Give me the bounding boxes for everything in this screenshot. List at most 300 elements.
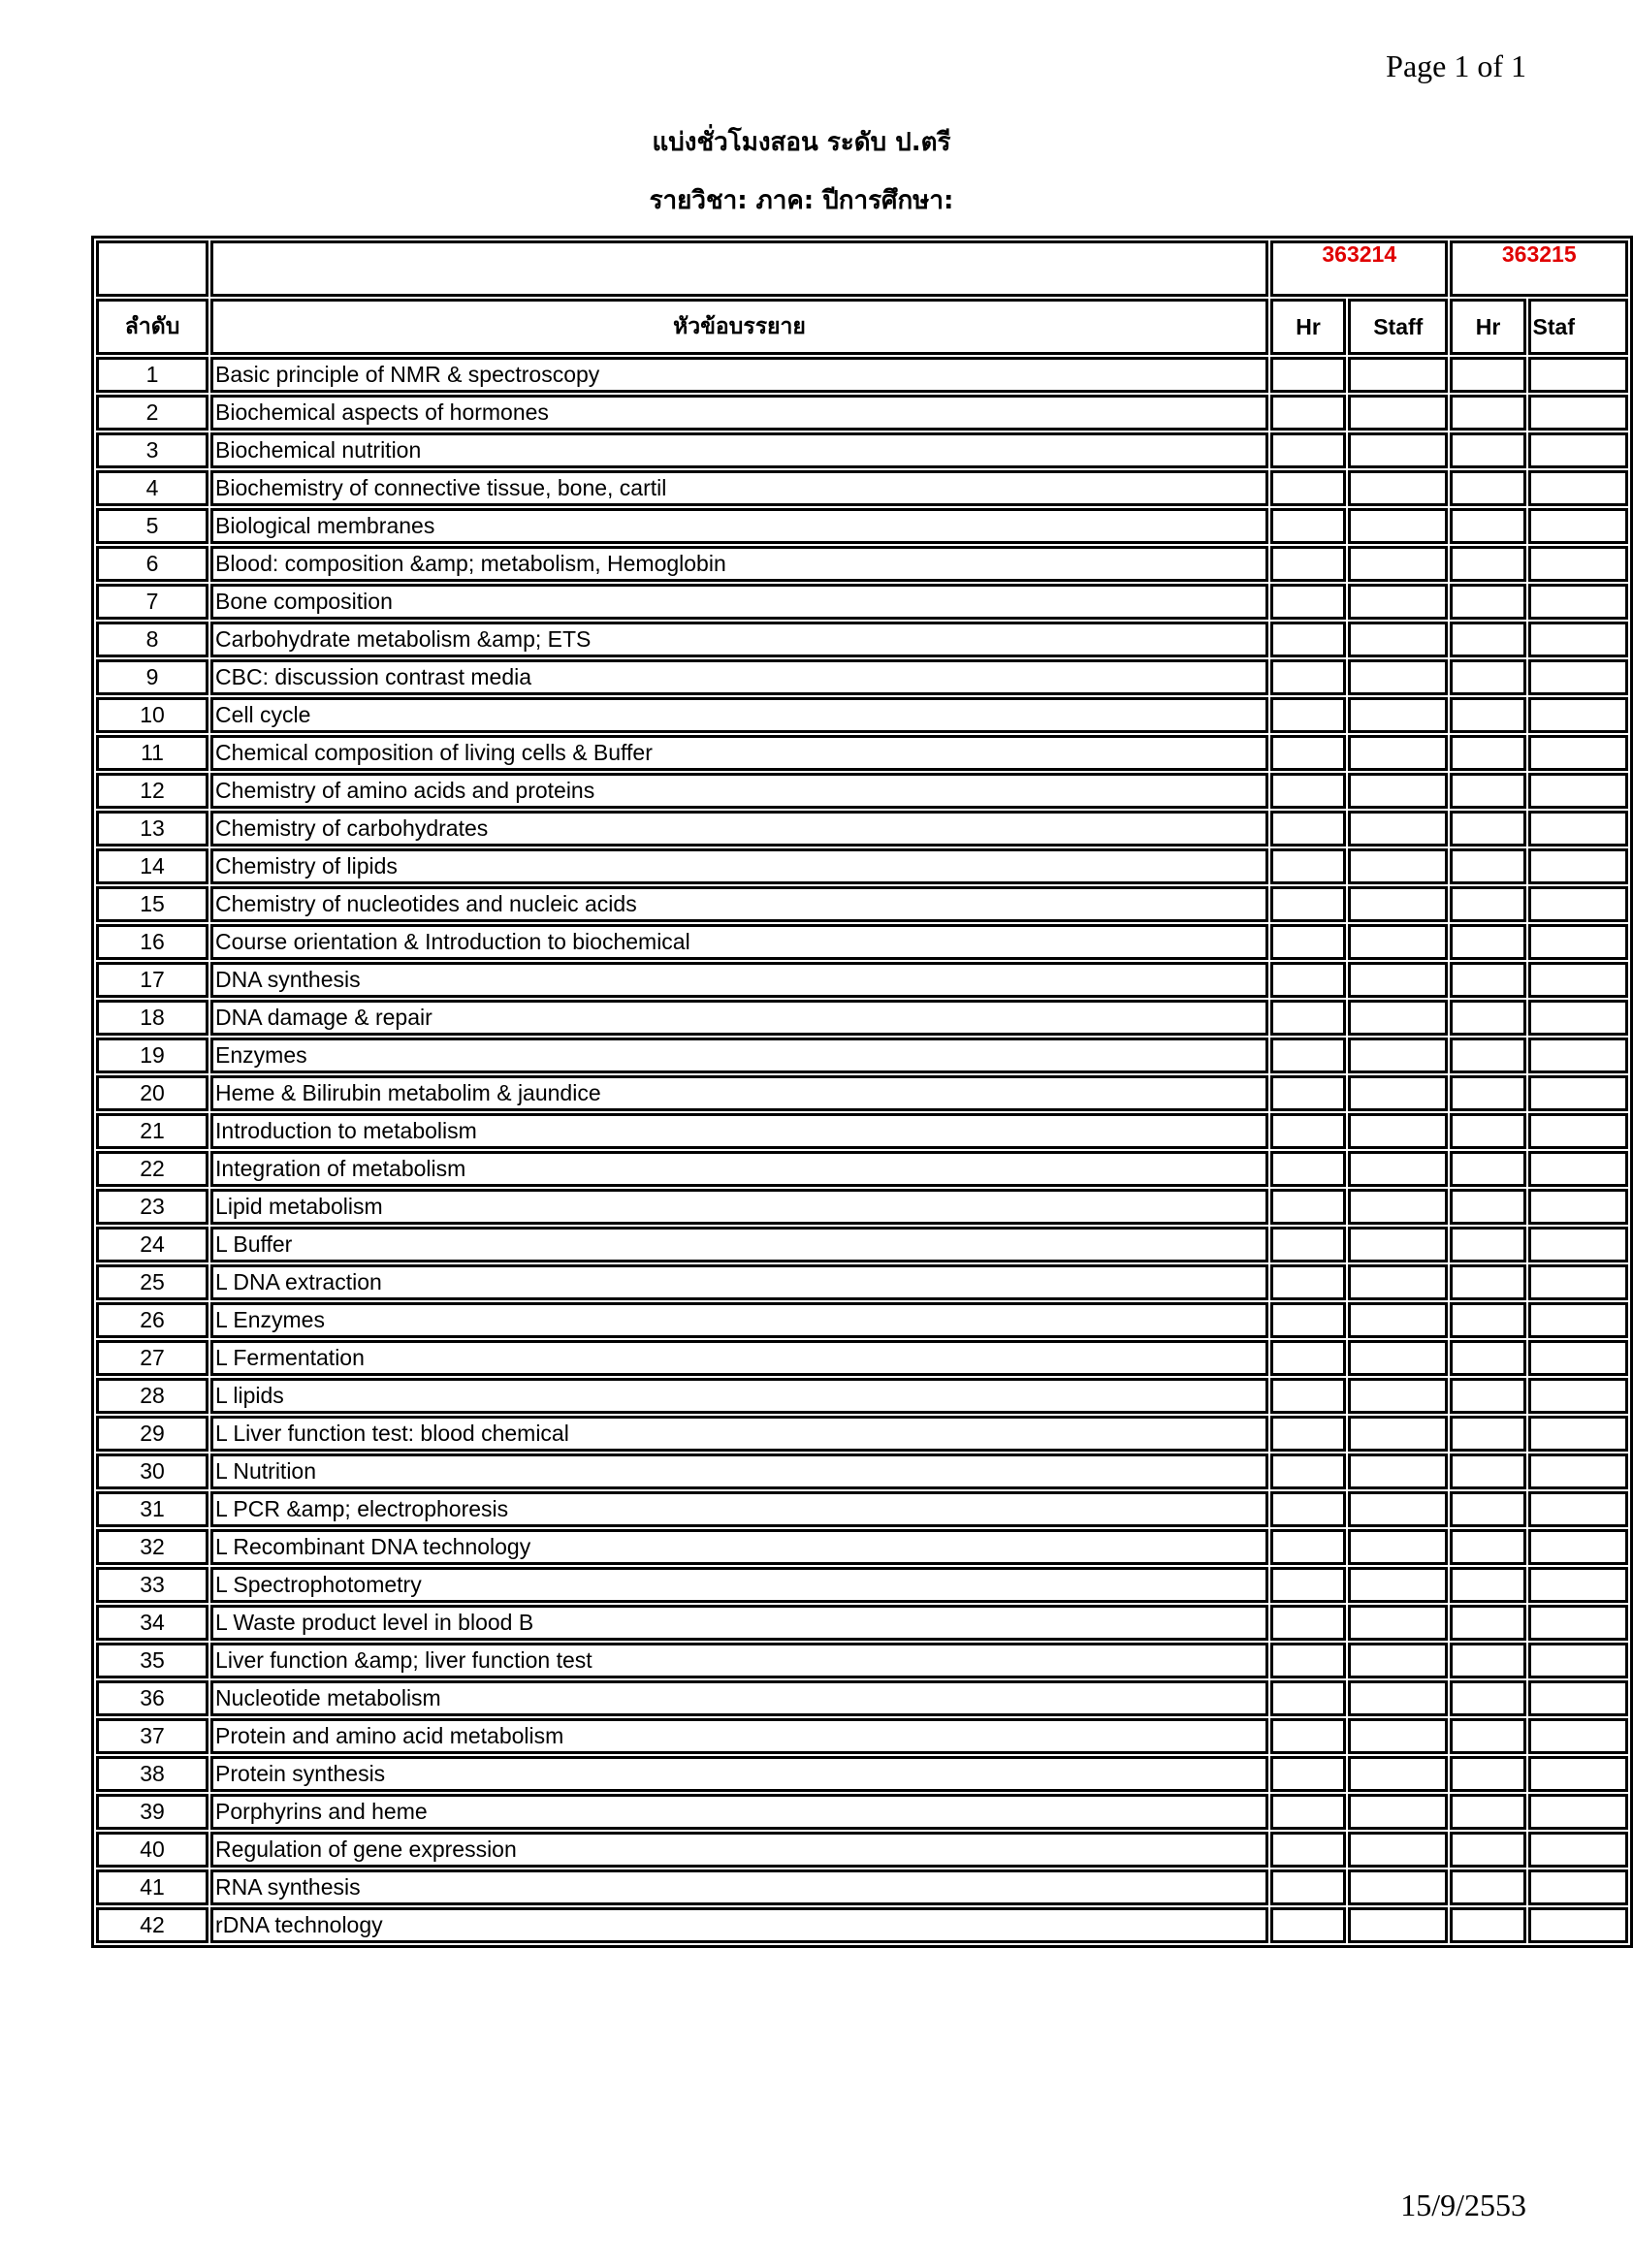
- row-number: 40: [96, 1832, 208, 1868]
- row-number: 35: [96, 1643, 208, 1678]
- staff-cell: [1348, 1038, 1448, 1073]
- hr-cell: [1450, 1038, 1525, 1073]
- staff-cell: [1528, 848, 1628, 884]
- staff-cell: [1348, 886, 1448, 922]
- staff-cell: [1348, 962, 1448, 998]
- hr-cell: [1450, 1302, 1525, 1338]
- hr-cell: [1270, 1416, 1346, 1452]
- hr-cell: [1450, 1718, 1525, 1754]
- hr-cell: [1450, 1189, 1525, 1225]
- staff-cell: [1348, 1302, 1448, 1338]
- staff-cell: [1528, 546, 1628, 582]
- staff-cell: [1348, 697, 1448, 733]
- lecture-topic: Protein synthesis: [210, 1756, 1268, 1792]
- staff-cell: [1528, 508, 1628, 544]
- table-row: [96, 1567, 1628, 1603]
- row-number: 36: [96, 1680, 208, 1716]
- hr-cell: [1450, 1832, 1525, 1868]
- hr-cell: [1450, 395, 1525, 431]
- staff-cell: [1528, 1264, 1628, 1300]
- hr-cell: [1270, 1000, 1346, 1036]
- staff-cell: [1528, 1302, 1628, 1338]
- lecture-topic: Introduction to metabolism: [210, 1113, 1268, 1149]
- row-number: 9: [96, 659, 208, 695]
- lecture-topic: Enzymes: [210, 1038, 1268, 1073]
- row-number: 12: [96, 773, 208, 809]
- table-row: [96, 1832, 1628, 1868]
- row-number: 39: [96, 1794, 208, 1830]
- table-row: [96, 1605, 1628, 1641]
- hr-cell: [1270, 470, 1346, 506]
- lecture-topic: L lipids: [210, 1378, 1268, 1414]
- hr-cell: [1270, 1264, 1346, 1300]
- table-row: [96, 584, 1628, 620]
- hr-cell: [1450, 962, 1525, 998]
- hr-cell: [1450, 470, 1525, 506]
- staff-cell: [1528, 1907, 1628, 1943]
- staff-cell: [1528, 1605, 1628, 1641]
- staff-cell: [1528, 1189, 1628, 1225]
- hr-cell: [1270, 1453, 1346, 1489]
- hr-cell: [1450, 1491, 1525, 1527]
- lecture-topic: Protein and amino acid metabolism: [210, 1718, 1268, 1754]
- table-row: [96, 697, 1628, 733]
- staff-cell: [1528, 1340, 1628, 1376]
- staff-cell: [1528, 395, 1628, 431]
- hr-cell: [1450, 357, 1525, 393]
- staff-cell: [1348, 1227, 1448, 1262]
- row-number: 21: [96, 1113, 208, 1149]
- staff-cell: [1528, 1643, 1628, 1678]
- lecture-topic: L Waste product level in blood B: [210, 1605, 1268, 1641]
- hr-cell: [1450, 1643, 1525, 1678]
- lecture-topic: RNA synthesis: [210, 1869, 1268, 1905]
- lecture-topic: Biological membranes: [210, 508, 1268, 544]
- table-row: [96, 1075, 1628, 1111]
- lecture-topic: Bone composition: [210, 584, 1268, 620]
- table-row: [96, 1151, 1628, 1187]
- hr-cell: [1450, 1416, 1525, 1452]
- table-row: [96, 1869, 1628, 1905]
- row-number: 8: [96, 622, 208, 657]
- lecture-topic: CBC: discussion contrast media: [210, 659, 1268, 695]
- table-row: [96, 1189, 1628, 1225]
- hr-cell: [1450, 432, 1525, 468]
- hr-cell: [1450, 659, 1525, 695]
- staff-cell: [1348, 470, 1448, 506]
- staff-cell: [1348, 1378, 1448, 1414]
- lecture-topic: L Fermentation: [210, 1340, 1268, 1376]
- table-row: [96, 1794, 1628, 1830]
- table-row: [96, 1718, 1628, 1754]
- hr-cell: [1270, 622, 1346, 657]
- staff-cell: [1528, 1529, 1628, 1565]
- staff-cell: [1348, 1000, 1448, 1036]
- row-number: 29: [96, 1416, 208, 1452]
- staff-cell: [1348, 1340, 1448, 1376]
- table-row: [96, 848, 1628, 884]
- hr-cell: [1270, 1756, 1346, 1792]
- row-number: 24: [96, 1227, 208, 1262]
- hr-cell: [1270, 1680, 1346, 1716]
- hr-cell: [1270, 1227, 1346, 1262]
- staff-cell: [1348, 508, 1448, 544]
- hr-cell: [1450, 1340, 1525, 1376]
- hr-cell: [1270, 735, 1346, 771]
- lecture-topic: Basic principle of NMR & spectroscopy: [210, 357, 1268, 393]
- staff-cell: [1528, 659, 1628, 695]
- staff-cell: [1528, 1869, 1628, 1905]
- staff-cell: [1528, 357, 1628, 393]
- lecture-topic: Biochemical nutrition: [210, 432, 1268, 468]
- hr-cell: [1450, 924, 1525, 960]
- table-row: [96, 1529, 1628, 1565]
- row-number: 15: [96, 886, 208, 922]
- staff-cell: [1348, 1151, 1448, 1187]
- table-row: [96, 1302, 1628, 1338]
- row-number: 27: [96, 1340, 208, 1376]
- hr-cell: [1450, 1453, 1525, 1489]
- row-number: 32: [96, 1529, 208, 1565]
- lecture-topic: Cell cycle: [210, 697, 1268, 733]
- hr-cell: [1450, 1000, 1525, 1036]
- staff-cell: [1348, 432, 1448, 468]
- lecture-topic: Course orientation & Introduction to biochemical: [210, 924, 1268, 960]
- row-number: 3: [96, 432, 208, 468]
- staff-cell: [1348, 773, 1448, 809]
- document-title: แบ่งชั่วโมงสอน ระดับ ป.ตรี: [652, 128, 951, 157]
- staff-cell: [1348, 1491, 1448, 1527]
- staff-cell: [1528, 1832, 1628, 1868]
- staff-cell: [1348, 735, 1448, 771]
- table-row: [96, 1756, 1628, 1792]
- hr-cell: [1270, 1491, 1346, 1527]
- hr-cell: [1450, 1907, 1525, 1943]
- table-row: [96, 773, 1628, 809]
- staff-cell: [1348, 1529, 1448, 1565]
- hr-cell: [1270, 1794, 1346, 1830]
- staff-cell: [1348, 1869, 1448, 1905]
- hr-cell: [1450, 1756, 1525, 1792]
- page-number: Page 1 of 1: [1386, 48, 1526, 83]
- hr-cell: [1450, 773, 1525, 809]
- row-number: 26: [96, 1302, 208, 1338]
- row-number: 1: [96, 357, 208, 393]
- hr-cell: [1270, 1567, 1346, 1603]
- hr-cell: [1270, 357, 1346, 393]
- staff-cell: [1348, 1113, 1448, 1149]
- table-row: [96, 1378, 1628, 1414]
- staff-cell: [1528, 470, 1628, 506]
- table-row: [96, 1491, 1628, 1527]
- hr-cell: [1270, 1302, 1346, 1338]
- hr-cell: [1270, 962, 1346, 998]
- staff-cell: [1528, 432, 1628, 468]
- hr-cell: [1270, 1038, 1346, 1073]
- hr-cell: [1450, 1794, 1525, 1830]
- lecture-topic: DNA damage & repair: [210, 1000, 1268, 1036]
- lecture-topic: L Buffer: [210, 1227, 1268, 1262]
- staff-cell: [1528, 1113, 1628, 1149]
- lecture-topic: Blood: composition &amp; metabolism, Hemoglobin: [210, 546, 1268, 582]
- staff-cell: [1348, 1605, 1448, 1641]
- staff-cell: [1528, 584, 1628, 620]
- row-number: 7: [96, 584, 208, 620]
- hr-cell: [1270, 1113, 1346, 1149]
- hr-cell: [1450, 584, 1525, 620]
- table-row: [96, 432, 1628, 468]
- staff-cell: [1528, 1227, 1628, 1262]
- staff-cell: [1528, 962, 1628, 998]
- staff-cell: [1348, 811, 1448, 847]
- staff-cell: [1348, 584, 1448, 620]
- table-row: [96, 622, 1628, 657]
- table-row: [96, 1453, 1628, 1489]
- lecture-topic: Heme & Bilirubin metabolim & jaundice: [210, 1075, 1268, 1111]
- table-row: [96, 1416, 1628, 1452]
- hr-cell: [1270, 1340, 1346, 1376]
- staff-cell: [1528, 1794, 1628, 1830]
- lecture-topic: Chemistry of nucleotides and nucleic acids: [210, 886, 1268, 922]
- lecture-topic: Porphyrins and heme: [210, 1794, 1268, 1830]
- hr-cell: [1270, 1869, 1346, 1905]
- lecture-topic: Liver function &amp; liver function test: [210, 1643, 1268, 1678]
- staff-column-header: Staf: [1528, 299, 1628, 355]
- table-row: [96, 1907, 1628, 1943]
- lecture-topic: Chemistry of amino acids and proteins: [210, 773, 1268, 809]
- table-row: [96, 735, 1628, 771]
- row-number: 14: [96, 848, 208, 884]
- staff-cell: [1528, 1756, 1628, 1792]
- staff-cell: [1528, 622, 1628, 657]
- staff-cell: [1528, 886, 1628, 922]
- table-row: [96, 1643, 1628, 1678]
- hr-cell: [1270, 584, 1346, 620]
- table-row: [96, 470, 1628, 506]
- teaching-hours-table-wrapper: [91, 236, 1577, 1948]
- hr-cell: [1270, 697, 1346, 733]
- hr-cell: [1270, 659, 1346, 695]
- lecture-topic: rDNA technology: [210, 1907, 1268, 1943]
- lecture-topic: L Liver function test: blood chemical: [210, 1416, 1268, 1452]
- topic-column-header: หัวข้อบรรยาย: [210, 299, 1268, 355]
- lecture-topic: Chemistry of lipids: [210, 848, 1268, 884]
- staff-cell: [1348, 1075, 1448, 1111]
- hr-cell: [1450, 622, 1525, 657]
- hr-column-header: Hr: [1270, 299, 1346, 355]
- lecture-topic: Biochemical aspects of hormones: [210, 395, 1268, 431]
- header-blank-seq: [96, 240, 208, 297]
- hr-cell: [1450, 508, 1525, 544]
- hr-cell: [1450, 1378, 1525, 1414]
- staff-cell: [1528, 1416, 1628, 1452]
- staff-cell: [1348, 1453, 1448, 1489]
- staff-cell: [1348, 1907, 1448, 1943]
- header-row-columns: [96, 299, 1628, 355]
- hr-cell: [1270, 773, 1346, 809]
- footer-date: 15/9/2553: [1400, 2188, 1526, 2222]
- hr-cell: [1270, 546, 1346, 582]
- lecture-topic: Chemistry of carbohydrates: [210, 811, 1268, 847]
- lecture-topic: L Enzymes: [210, 1302, 1268, 1338]
- lecture-topic: L Recombinant DNA technology: [210, 1529, 1268, 1565]
- hr-column-header: Hr: [1450, 299, 1525, 355]
- lecture-topic: L DNA extraction: [210, 1264, 1268, 1300]
- row-number: 30: [96, 1453, 208, 1489]
- hr-cell: [1450, 1567, 1525, 1603]
- row-number: 31: [96, 1491, 208, 1527]
- table-row: [96, 1264, 1628, 1300]
- staff-cell: [1348, 1567, 1448, 1603]
- staff-cell: [1348, 1264, 1448, 1300]
- row-number: 23: [96, 1189, 208, 1225]
- staff-cell: [1528, 1453, 1628, 1489]
- row-number: 42: [96, 1907, 208, 1943]
- staff-cell: [1528, 1075, 1628, 1111]
- header-blank-topic: [210, 240, 1268, 297]
- hr-cell: [1270, 1718, 1346, 1754]
- hr-cell: [1450, 1869, 1525, 1905]
- staff-cell: [1348, 1718, 1448, 1754]
- hr-cell: [1450, 886, 1525, 922]
- row-number: 5: [96, 508, 208, 544]
- row-number: 4: [96, 470, 208, 506]
- lecture-topic: Lipid metabolism: [210, 1189, 1268, 1225]
- staff-cell: [1528, 1151, 1628, 1187]
- staff-cell: [1348, 1189, 1448, 1225]
- staff-cell: [1348, 1832, 1448, 1868]
- table-row: [96, 1680, 1628, 1716]
- table-row: [96, 1227, 1628, 1262]
- hr-cell: [1270, 1075, 1346, 1111]
- staff-cell: [1348, 1794, 1448, 1830]
- hr-cell: [1270, 1832, 1346, 1868]
- staff-cell: [1528, 773, 1628, 809]
- table-row: [96, 924, 1628, 960]
- table-row: [96, 1038, 1628, 1073]
- row-number: 18: [96, 1000, 208, 1036]
- lecture-topic: Carbohydrate metabolism &amp; ETS: [210, 622, 1268, 657]
- hr-cell: [1450, 735, 1525, 771]
- hr-cell: [1450, 1113, 1525, 1149]
- lecture-topic: L Nutrition: [210, 1453, 1268, 1489]
- row-number: 34: [96, 1605, 208, 1641]
- row-number: 22: [96, 1151, 208, 1187]
- hr-cell: [1270, 811, 1346, 847]
- row-number: 41: [96, 1869, 208, 1905]
- row-number: 17: [96, 962, 208, 998]
- table-row: [96, 395, 1628, 431]
- staff-cell: [1528, 1491, 1628, 1527]
- hr-cell: [1270, 924, 1346, 960]
- course-code-header: 363215: [1450, 240, 1628, 297]
- table-row: [96, 508, 1628, 544]
- staff-cell: [1348, 357, 1448, 393]
- hr-cell: [1450, 697, 1525, 733]
- table-row: [96, 546, 1628, 582]
- hr-cell: [1450, 1605, 1525, 1641]
- hr-cell: [1270, 1529, 1346, 1565]
- row-number: 25: [96, 1264, 208, 1300]
- course-code-header: 363214: [1270, 240, 1448, 297]
- row-number: 20: [96, 1075, 208, 1111]
- staff-cell: [1528, 1718, 1628, 1754]
- staff-cell: [1348, 1680, 1448, 1716]
- teaching-hours-table: [91, 236, 1633, 1948]
- hr-cell: [1450, 1151, 1525, 1187]
- hr-cell: [1270, 1189, 1346, 1225]
- staff-cell: [1528, 1038, 1628, 1073]
- row-number: 13: [96, 811, 208, 847]
- hr-cell: [1450, 546, 1525, 582]
- hr-cell: [1270, 1907, 1346, 1943]
- staff-cell: [1348, 1416, 1448, 1452]
- row-number: 10: [96, 697, 208, 733]
- lecture-topic: Integration of metabolism: [210, 1151, 1268, 1187]
- row-number: 38: [96, 1756, 208, 1792]
- staff-cell: [1528, 697, 1628, 733]
- lecture-topic: Biochemistry of connective tissue, bone, cartil: [210, 470, 1268, 506]
- staff-cell: [1528, 1680, 1628, 1716]
- hr-cell: [1450, 848, 1525, 884]
- staff-cell: [1348, 395, 1448, 431]
- hr-cell: [1450, 1264, 1525, 1300]
- table-row: [96, 886, 1628, 922]
- lecture-topic: Regulation of gene expression: [210, 1832, 1268, 1868]
- hr-cell: [1270, 1378, 1346, 1414]
- staff-cell: [1528, 1000, 1628, 1036]
- hr-cell: [1270, 848, 1346, 884]
- staff-cell: [1348, 924, 1448, 960]
- lecture-topic: L Spectrophotometry: [210, 1567, 1268, 1603]
- lecture-topic: Nucleotide metabolism: [210, 1680, 1268, 1716]
- staff-cell: [1348, 1643, 1448, 1678]
- hr-cell: [1450, 1680, 1525, 1716]
- staff-cell: [1348, 848, 1448, 884]
- row-number: 2: [96, 395, 208, 431]
- seq-column-header: ลำดับ: [96, 299, 208, 355]
- lecture-topic: DNA synthesis: [210, 962, 1268, 998]
- hr-cell: [1450, 1075, 1525, 1111]
- row-number: 6: [96, 546, 208, 582]
- document-subtitle: รายวิชา: ภาค: ปีการศึกษา:: [649, 186, 954, 215]
- hr-cell: [1450, 811, 1525, 847]
- staff-cell: [1348, 622, 1448, 657]
- hr-cell: [1270, 1151, 1346, 1187]
- table-row: [96, 1000, 1628, 1036]
- lecture-topic: L PCR &amp; electrophoresis: [210, 1491, 1268, 1527]
- hr-cell: [1450, 1227, 1525, 1262]
- table-row: [96, 659, 1628, 695]
- staff-cell: [1348, 1756, 1448, 1792]
- row-number: 37: [96, 1718, 208, 1754]
- header-row-course-codes: [96, 240, 1628, 297]
- lecture-topic: Chemical composition of living cells & Buffer: [210, 735, 1268, 771]
- row-number: 11: [96, 735, 208, 771]
- table-row: [96, 1340, 1628, 1376]
- staff-cell: [1528, 735, 1628, 771]
- table-row: [96, 1113, 1628, 1149]
- table-row: [96, 357, 1628, 393]
- staff-column-header: Staff: [1348, 299, 1448, 355]
- staff-cell: [1348, 546, 1448, 582]
- staff-cell: [1528, 1567, 1628, 1603]
- hr-cell: [1270, 508, 1346, 544]
- row-number: 19: [96, 1038, 208, 1073]
- row-number: 33: [96, 1567, 208, 1603]
- staff-cell: [1348, 659, 1448, 695]
- row-number: 28: [96, 1378, 208, 1414]
